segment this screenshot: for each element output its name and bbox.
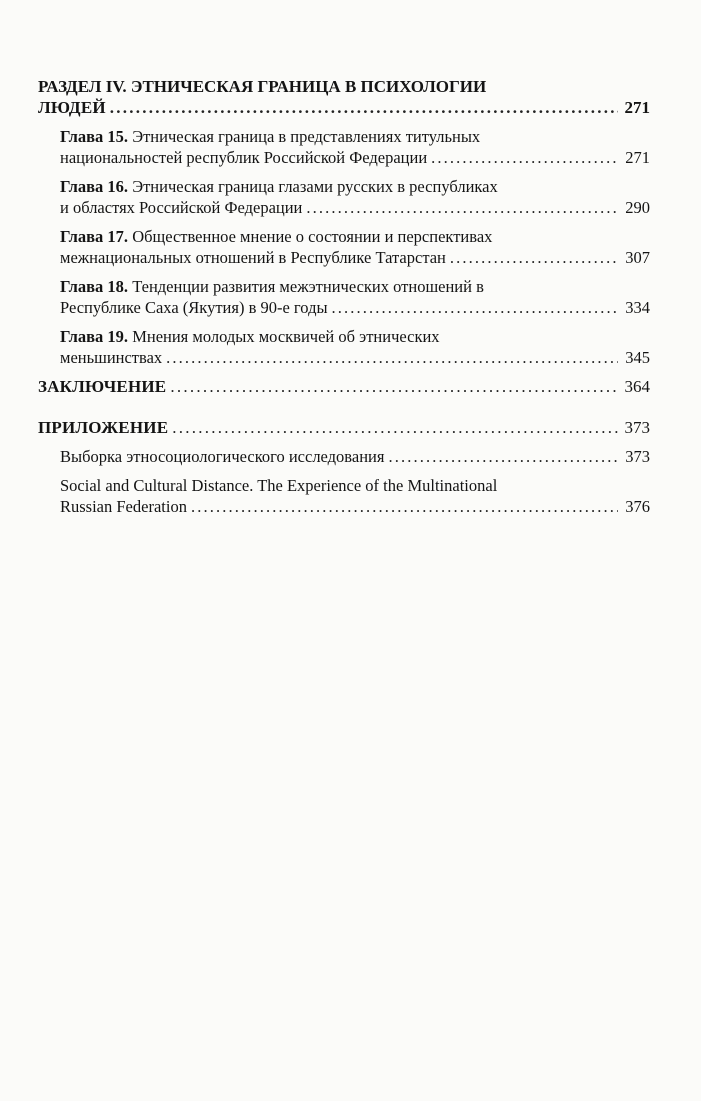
toc-chapter-19[interactable] — [38, 326, 650, 368]
leader-dots — [388, 446, 618, 467]
toc-page-number: 271 — [625, 148, 650, 167]
appendix-item-title-line1: Social and Cultural Distance. The Experience of the Multinational — [60, 476, 498, 495]
leader-dots — [166, 347, 618, 368]
appendix-item-title-line2: Russian Federation — [60, 497, 187, 516]
leader-dots — [170, 376, 618, 397]
leader-dots — [332, 297, 618, 318]
toc-conclusion-label: ЗАКЛЮЧЕНИЕ — [38, 377, 167, 396]
toc-chapter-17[interactable] — [38, 226, 650, 268]
chapter-label: Глава 16. — [60, 177, 129, 196]
leader-dots — [172, 417, 618, 438]
chapter-title-line1: Общественное мнение о состоянии и перспективах — [132, 227, 493, 246]
chapter-label: Глава 17. — [60, 227, 129, 246]
chapter-label: Глава 18. — [60, 277, 129, 296]
chapter-label: Глава 19. — [60, 327, 129, 346]
toc-appendix-item-english-summary[interactable] — [38, 475, 650, 517]
leader-dots — [306, 197, 618, 218]
toc-section-title-line2: ЛЮДЕЙ — [38, 98, 106, 117]
toc-appendix-item-sample[interactable] — [38, 446, 650, 467]
toc-page-number: 271 — [624, 98, 650, 117]
chapter-title-line2: Республике Саха (Якутия) в 90-е годы — [60, 298, 328, 317]
leader-dots — [191, 496, 618, 517]
appendix-item-title: Выборка этносоциологического исследования — [60, 447, 385, 466]
toc-page-number: 373 — [625, 447, 650, 466]
toc-page-number: 376 — [625, 497, 650, 516]
leader-dots — [431, 147, 618, 168]
toc-page-number: 373 — [624, 418, 650, 437]
toc-appendix[interactable] — [38, 417, 650, 438]
chapter-title-line1: Мнения молодых москвичей об этнических — [132, 327, 440, 346]
toc-page-number: 364 — [624, 377, 650, 396]
toc-chapter-18[interactable] — [38, 276, 650, 318]
toc-chapter-16[interactable] — [38, 176, 650, 218]
leader-dots — [110, 97, 618, 118]
table-of-contents — [38, 76, 650, 525]
toc-page-number: 334 — [625, 298, 650, 317]
chapter-title-line1: Этническая граница глазами русских в республиках — [132, 177, 498, 196]
toc-page-number: 290 — [625, 198, 650, 217]
toc-page-number: 307 — [625, 248, 650, 267]
toc-conclusion[interactable] — [38, 376, 650, 397]
toc-chapter-15[interactable] — [38, 126, 650, 168]
toc-section-title-line1: РАЗДЕЛ IV. ЭТНИЧЕСКАЯ ГРАНИЦА В ПСИХОЛОГИИ — [38, 77, 487, 96]
chapter-title-line2: межнациональных отношений в Республике Татарстан — [60, 248, 446, 267]
spacer — [38, 405, 650, 417]
toc-appendix-label: ПРИЛОЖЕНИЕ — [38, 418, 169, 437]
toc-page-number: 345 — [625, 348, 650, 367]
chapter-title-line1: Тенденции развития межэтнических отношений в — [132, 277, 484, 296]
chapter-title-line2: меньшинствах — [60, 348, 163, 367]
chapter-title-line2: национальностей республик Российской Федерации — [60, 148, 428, 167]
chapter-label: Глава 15. — [60, 127, 129, 146]
chapter-title-line1: Этническая граница в представлениях титульных — [132, 127, 481, 146]
leader-dots — [450, 247, 618, 268]
chapter-title-line2: и областях Российской Федерации — [60, 198, 303, 217]
toc-section-iv[interactable] — [38, 76, 650, 118]
